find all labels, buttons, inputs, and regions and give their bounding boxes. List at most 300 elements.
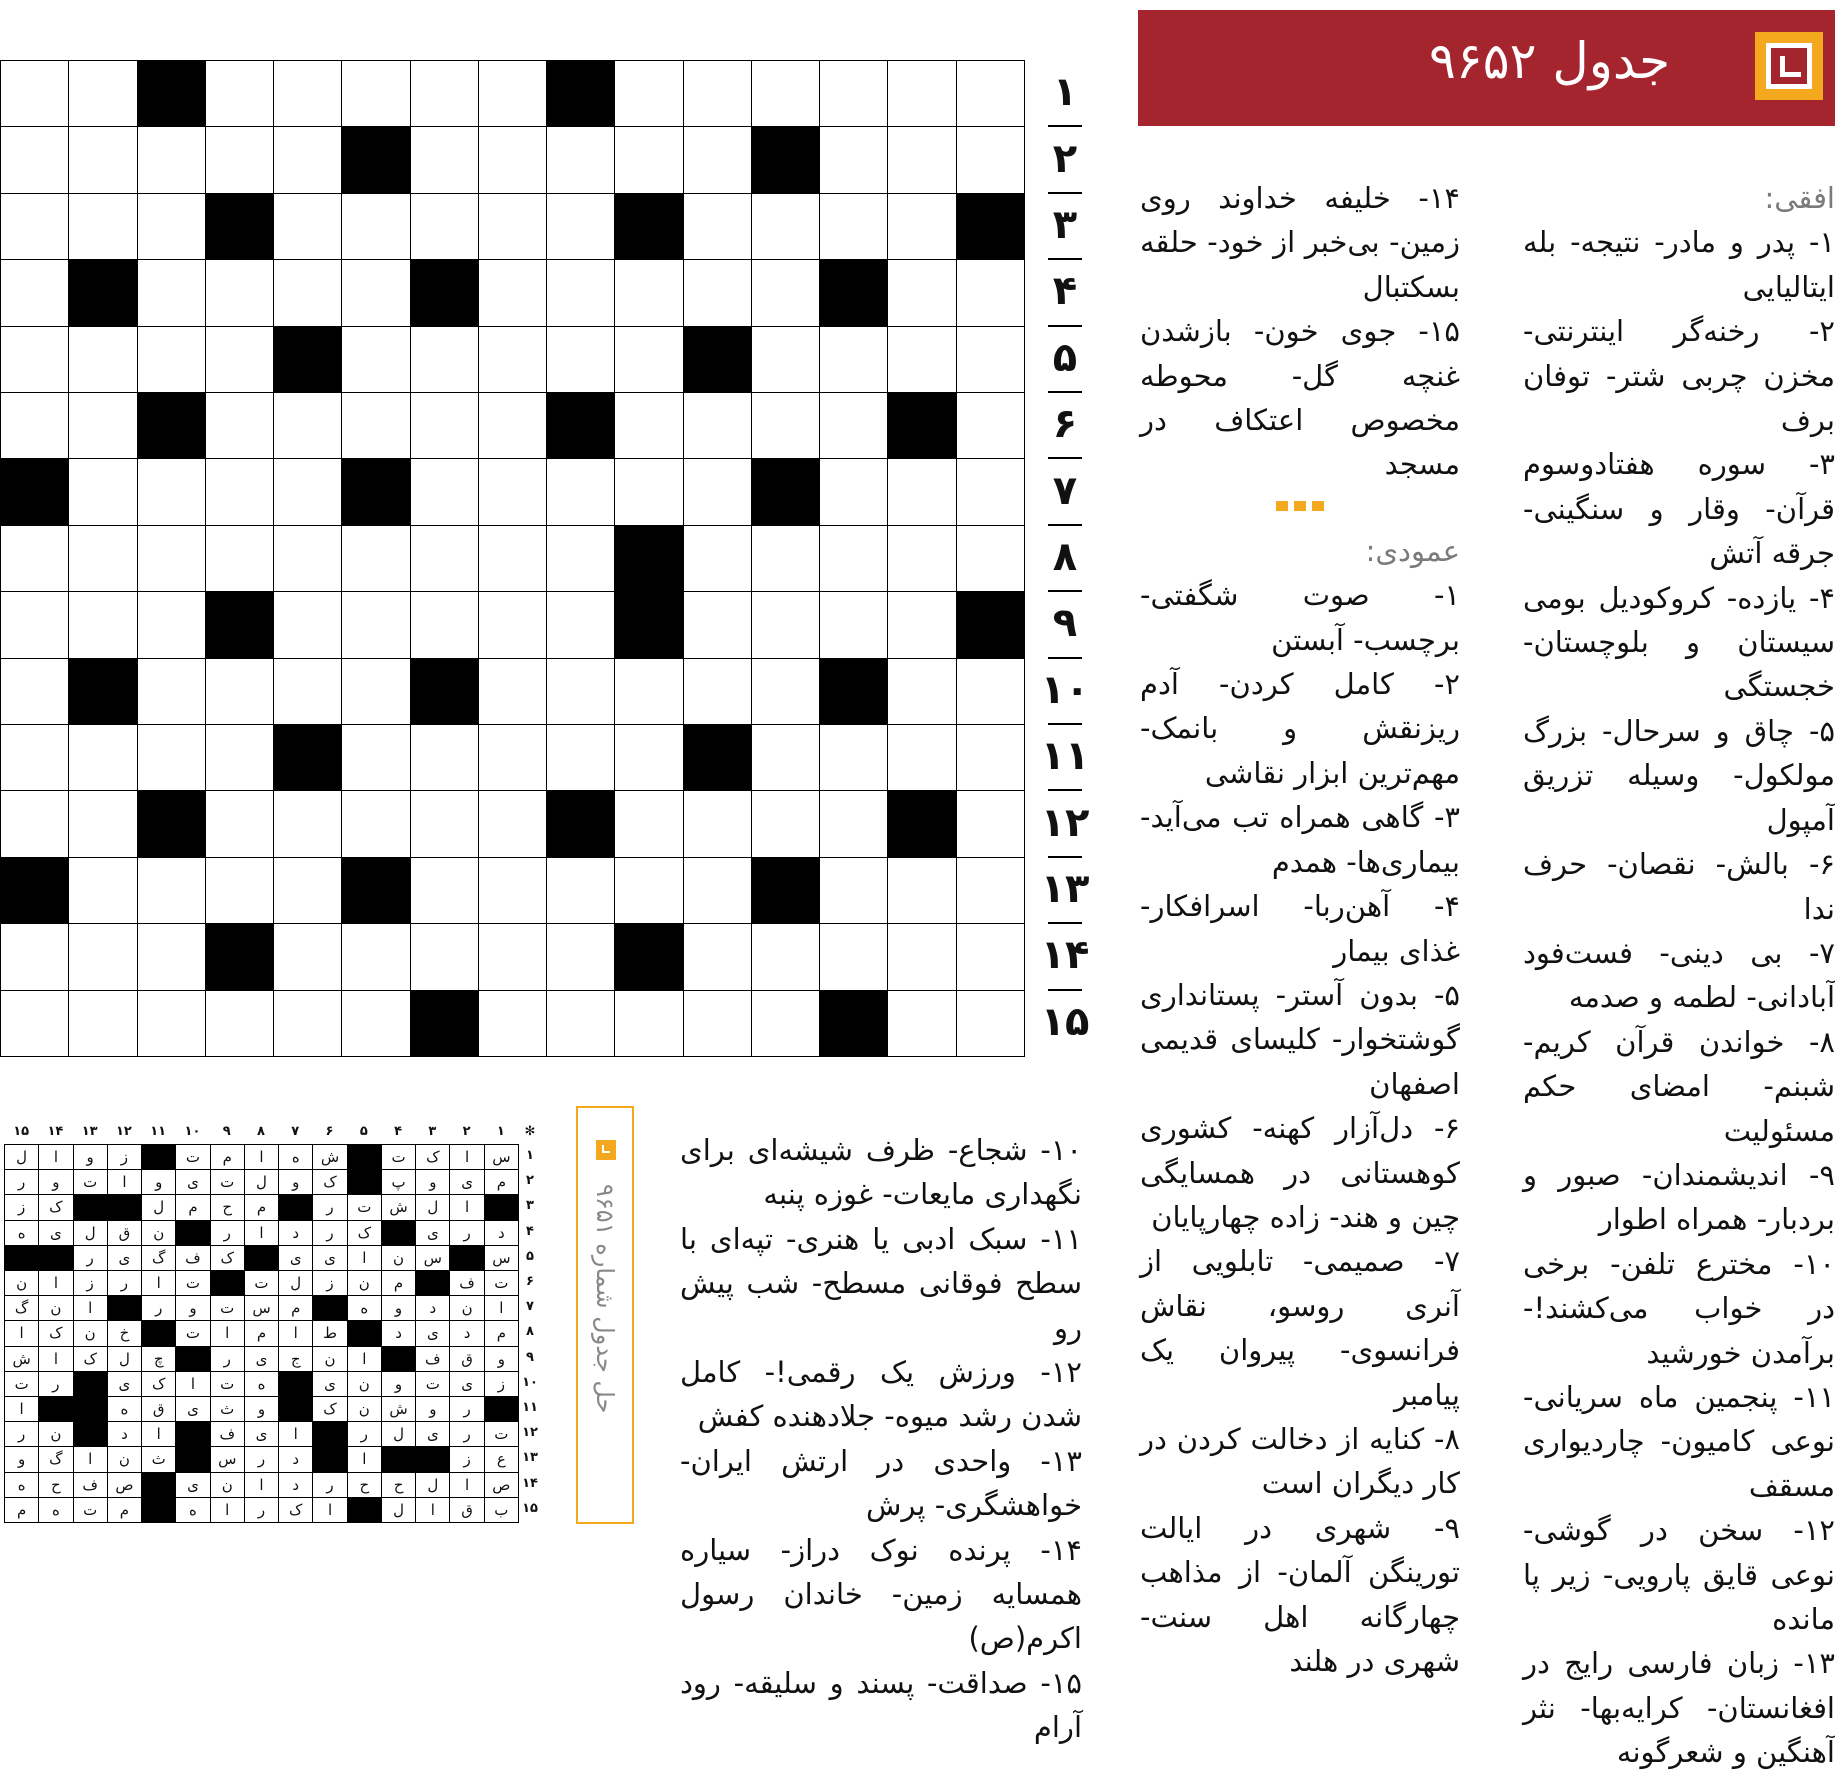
grid-cell[interactable] (137, 923, 206, 990)
grid-cell[interactable] (410, 591, 479, 658)
grid-cell[interactable] (273, 658, 342, 725)
grid-cell[interactable] (546, 458, 615, 525)
grid-cell[interactable] (410, 193, 479, 260)
grid-cell[interactable] (137, 591, 206, 658)
grid-cell[interactable] (614, 990, 683, 1057)
solution-cell: ع (484, 1446, 519, 1472)
solution-cell: ی (175, 1169, 210, 1195)
solution-black-cell (73, 1421, 108, 1447)
grid-cell[interactable] (478, 259, 547, 326)
solution-cell: ف (415, 1346, 450, 1372)
grid-cell[interactable] (273, 591, 342, 658)
grid-cell[interactable] (546, 990, 615, 1057)
grid-cell[interactable] (887, 458, 956, 525)
solution-cell: ت (347, 1194, 382, 1220)
grid-cell[interactable] (683, 591, 752, 658)
grid-cell[interactable] (68, 126, 137, 193)
grid-cell[interactable] (137, 458, 206, 525)
solution-cell: ت (73, 1497, 108, 1523)
row-number: ۱ (1052, 69, 1078, 116)
across-clue-5: ۵- چاق و سرحال- بزرگ مولکول- وسیله تزریق آمپول (1523, 713, 1835, 837)
grid-cell[interactable] (341, 60, 410, 127)
grid-cell[interactable] (478, 126, 547, 193)
grid-cell[interactable] (683, 259, 752, 326)
solution-cell: ک (312, 1396, 347, 1422)
row-number-divider (1048, 723, 1082, 725)
solution-cell: ک (415, 1144, 450, 1170)
grid-cell[interactable] (614, 458, 683, 525)
grid-cell[interactable] (887, 658, 956, 725)
across-clue-12: ۱۲- سخن در گوشی- نوعی قایق پارویی- زیر پا مانده (1523, 1513, 1835, 1636)
grid-cell[interactable] (546, 591, 615, 658)
solution-col-header: ۷ (291, 1124, 300, 1139)
grid-cell[interactable] (887, 923, 956, 990)
grid-cell[interactable] (68, 392, 137, 459)
grid-cell[interactable] (887, 60, 956, 127)
grid-cell[interactable] (614, 658, 683, 725)
solution-cell: و (381, 1371, 416, 1397)
grid-cell[interactable] (683, 60, 752, 127)
grid-cell[interactable] (478, 458, 547, 525)
grid-cell[interactable] (751, 193, 820, 260)
grid-cell[interactable] (751, 392, 820, 459)
row-number: ۱۳ (1040, 866, 1090, 912)
grid-cell[interactable] (341, 724, 410, 791)
grid-cell[interactable] (478, 923, 547, 990)
black-cell (546, 60, 615, 127)
solution-cell: و (38, 1169, 73, 1195)
grid-cell[interactable] (478, 193, 547, 260)
grid-cell[interactable] (956, 326, 1025, 393)
grid-cell[interactable] (614, 724, 683, 791)
row-number-divider (1048, 391, 1082, 393)
grid-cell[interactable] (546, 923, 615, 990)
solution-cell: ز (4, 1194, 39, 1220)
down-clue-3: ۳- گاهی همراه تب می‌آید- بیماری‌ها- همدم (1140, 800, 1460, 879)
solution-cell: ر (347, 1421, 382, 1447)
grid-cell[interactable] (273, 60, 342, 127)
solution-black-cell (484, 1194, 519, 1220)
solution-cell: ل (141, 1194, 176, 1220)
solution-cell: ا (278, 1320, 313, 1346)
grid-cell[interactable] (819, 525, 888, 592)
grid-cell[interactable] (887, 193, 956, 260)
solution-cell: و (415, 1169, 450, 1195)
grid-cell[interactable] (819, 591, 888, 658)
grid-cell[interactable] (683, 790, 752, 857)
grid-cell[interactable] (751, 658, 820, 725)
grid-cell[interactable] (0, 525, 69, 592)
grid-cell[interactable] (273, 525, 342, 592)
grid-cell[interactable] (683, 990, 752, 1057)
grid-cell[interactable] (819, 392, 888, 459)
grid-cell[interactable] (478, 525, 547, 592)
grid-cell[interactable] (683, 658, 752, 725)
grid-cell[interactable] (205, 392, 274, 459)
grid-cell[interactable] (0, 923, 69, 990)
grid-cell[interactable] (137, 724, 206, 791)
solution-cell: ل (381, 1421, 416, 1447)
grid-cell[interactable] (0, 658, 69, 725)
grid-cell[interactable] (205, 724, 274, 791)
grid-cell[interactable] (273, 857, 342, 924)
solution-col-header: ۸ (257, 1124, 265, 1139)
grid-cell[interactable] (956, 923, 1025, 990)
grid-cell[interactable] (410, 525, 479, 592)
grid-cell[interactable] (410, 458, 479, 525)
grid-cell[interactable] (751, 60, 820, 127)
solution-cell: ن (381, 1245, 416, 1271)
grid-cell[interactable] (546, 126, 615, 193)
grid-cell[interactable] (956, 126, 1025, 193)
solution-cell: ا (38, 1144, 73, 1170)
grid-cell[interactable] (341, 990, 410, 1057)
grid-cell[interactable] (819, 857, 888, 924)
grid-cell[interactable] (410, 857, 479, 924)
solution-black-cell (4, 1245, 39, 1271)
grid-cell[interactable] (683, 857, 752, 924)
grid-cell[interactable] (205, 326, 274, 393)
grid-cell[interactable] (341, 392, 410, 459)
grid-cell[interactable] (819, 193, 888, 260)
solution-cell: س (484, 1245, 519, 1271)
grid-cell[interactable] (137, 126, 206, 193)
grid-cell[interactable] (68, 990, 137, 1057)
grid-cell[interactable] (410, 126, 479, 193)
solution-cell: ی (312, 1245, 347, 1271)
solution-black-cell (73, 1194, 108, 1220)
black-cell (819, 259, 888, 326)
grid-cell[interactable] (478, 591, 547, 658)
solution-black-cell (312, 1421, 347, 1447)
grid-cell[interactable] (819, 60, 888, 127)
solution-cell: ک (141, 1371, 176, 1397)
grid-cell[interactable] (887, 326, 956, 393)
grid-cell[interactable] (0, 790, 69, 857)
grid-cell[interactable] (956, 525, 1025, 592)
grid-cell[interactable] (887, 259, 956, 326)
solution-cell: ه (4, 1472, 39, 1498)
grid-cell[interactable] (956, 458, 1025, 525)
corner-arrow-icon (1755, 32, 1823, 100)
grid-cell[interactable] (273, 923, 342, 990)
grid-cell[interactable] (341, 658, 410, 725)
solution-cell: د (107, 1421, 142, 1447)
solution-cell: ن (38, 1421, 73, 1447)
grid-cell[interactable] (0, 60, 69, 127)
grid-cell[interactable] (887, 724, 956, 791)
puzzle-header (1138, 10, 1835, 126)
grid-cell[interactable] (0, 326, 69, 393)
grid-cell[interactable] (887, 591, 956, 658)
grid-cell[interactable] (205, 857, 274, 924)
solution-cell: ک (347, 1220, 382, 1246)
grid-cell[interactable] (546, 259, 615, 326)
grid-cell[interactable] (751, 326, 820, 393)
black-cell (205, 923, 274, 990)
grid-cell[interactable] (137, 326, 206, 393)
grid-cell[interactable] (205, 60, 274, 127)
grid-cell[interactable] (0, 724, 69, 791)
grid-cell[interactable] (68, 724, 137, 791)
grid-cell[interactable] (956, 60, 1025, 127)
solution-cell: ن (4, 1270, 39, 1296)
black-cell (956, 591, 1025, 658)
solution-black-cell (347, 1169, 382, 1195)
solution-cell: م (484, 1169, 519, 1195)
grid-cell[interactable] (478, 857, 547, 924)
grid-cell[interactable] (887, 126, 956, 193)
grid-cell[interactable] (887, 525, 956, 592)
grid-cell[interactable] (751, 724, 820, 791)
grid-cell[interactable] (751, 591, 820, 658)
black-cell (341, 126, 410, 193)
solution-cell: ه (38, 1497, 73, 1523)
grid-cell[interactable] (614, 126, 683, 193)
grid-cell[interactable] (341, 193, 410, 260)
grid-cell[interactable] (956, 790, 1025, 857)
row-number: ۵ (1052, 334, 1078, 381)
solution-cell: س (210, 1446, 245, 1472)
grid-cell[interactable] (0, 259, 69, 326)
grid-cell[interactable] (614, 392, 683, 459)
grid-cell[interactable] (68, 458, 137, 525)
grid-cell[interactable] (341, 790, 410, 857)
grid-cell[interactable] (751, 990, 820, 1057)
solution-cell: ت (210, 1169, 245, 1195)
grid-cell[interactable] (546, 326, 615, 393)
solution-cell: ن (347, 1270, 382, 1296)
solution-black-cell (175, 1421, 210, 1447)
grid-cell[interactable] (683, 193, 752, 260)
grid-cell[interactable] (956, 990, 1025, 1057)
black-cell (137, 392, 206, 459)
across-clue-3: ۳- سوره هفتادوسوم قرآن- وقار و سنگینی- جرقه آتش (1523, 447, 1835, 571)
grid-cell[interactable] (341, 923, 410, 990)
grid-cell[interactable] (137, 990, 206, 1057)
grid-cell[interactable] (819, 126, 888, 193)
grid-cell[interactable] (478, 326, 547, 393)
grid-cell[interactable] (614, 259, 683, 326)
grid-cell[interactable] (137, 525, 206, 592)
row-number-divider (1048, 524, 1082, 526)
solution-black-cell (278, 1396, 313, 1422)
row-number-divider (1048, 457, 1082, 459)
grid-cell[interactable] (751, 923, 820, 990)
grid-cell[interactable] (205, 458, 274, 525)
grid-cell[interactable] (205, 658, 274, 725)
solution-cell: ا (4, 1396, 39, 1422)
solution-cell: س (484, 1144, 519, 1170)
solution-row-header: ۳ (526, 1198, 534, 1214)
grid-cell[interactable] (137, 193, 206, 260)
down-clue-8: ۸- کنایه از دخالت کردن در کار دیگران است (1140, 1421, 1460, 1501)
grid-cell[interactable] (68, 525, 137, 592)
grid-cell[interactable] (410, 790, 479, 857)
grid-cell[interactable] (887, 857, 956, 924)
grid-cell[interactable] (956, 392, 1025, 459)
grid-cell[interactable] (273, 193, 342, 260)
grid-cell[interactable] (410, 923, 479, 990)
grid-cell[interactable] (819, 458, 888, 525)
row-number: ۹ (1052, 600, 1078, 647)
solution-cell: ن (73, 1320, 108, 1346)
grid-cell[interactable] (751, 525, 820, 592)
row-number: ۸ (1052, 534, 1078, 580)
solution-cell: ک (278, 1497, 313, 1523)
grid-cell[interactable] (410, 724, 479, 791)
solution-col-header: ۱۴ (47, 1124, 64, 1139)
solution-col-header: ۱۰ (184, 1124, 201, 1139)
solution-cell: ش (312, 1144, 347, 1170)
grid-cell[interactable] (205, 525, 274, 592)
grid-cell[interactable] (68, 790, 137, 857)
grid-cell[interactable] (819, 923, 888, 990)
grid-cell[interactable] (137, 658, 206, 725)
grid-cell[interactable] (478, 60, 547, 127)
grid-cell[interactable] (546, 658, 615, 725)
solution-cell: ن (449, 1295, 484, 1321)
solution-cell: م (278, 1295, 313, 1321)
solution-cell: ب (484, 1497, 519, 1523)
solution-cell: ه (175, 1497, 210, 1523)
grid-cell[interactable] (137, 857, 206, 924)
grid-cell[interactable] (205, 126, 274, 193)
solution-cell: ی (415, 1421, 450, 1447)
grid-cell[interactable] (410, 60, 479, 127)
solution-cell: ی (244, 1421, 279, 1447)
solution-row-header: ۱۳ (522, 1450, 538, 1466)
solution-cell: ز (449, 1446, 484, 1472)
grid-cell[interactable] (751, 790, 820, 857)
grid-cell[interactable] (546, 193, 615, 260)
solution-col-header: ۱۲ (115, 1124, 132, 1139)
grid-cell[interactable] (68, 923, 137, 990)
grid-cell[interactable] (137, 259, 206, 326)
grid-cell[interactable] (410, 392, 479, 459)
crossword-grid[interactable] (0, 60, 1024, 1056)
grid-cell[interactable] (205, 990, 274, 1057)
grid-cell[interactable] (68, 60, 137, 127)
grid-cell[interactable] (273, 126, 342, 193)
grid-cell[interactable] (205, 259, 274, 326)
grid-cell[interactable] (956, 857, 1025, 924)
solution-black-cell (175, 1446, 210, 1472)
solution-row-header: ۴ (526, 1223, 534, 1239)
grid-cell[interactable] (683, 458, 752, 525)
solution-black-cell (244, 1245, 279, 1271)
grid-cell[interactable] (0, 392, 69, 459)
black-cell (0, 857, 69, 924)
grid-cell[interactable] (546, 724, 615, 791)
grid-cell[interactable] (478, 724, 547, 791)
grid-cell[interactable] (0, 193, 69, 260)
solution-cell: ا (278, 1421, 313, 1447)
solution-cell: ر (107, 1270, 142, 1296)
grid-cell[interactable] (956, 259, 1025, 326)
grid-cell[interactable] (614, 326, 683, 393)
grid-cell[interactable] (273, 259, 342, 326)
grid-cell[interactable] (205, 790, 274, 857)
grid-cell[interactable] (683, 392, 752, 459)
solution-black-cell (278, 1371, 313, 1397)
grid-cell[interactable] (887, 990, 956, 1057)
across-clue-1: ۱- پدر و مادر- نتیجه- بله ایتالیایی (1523, 225, 1835, 304)
solution-row-header: ۷ (526, 1299, 534, 1315)
grid-cell[interactable] (68, 326, 137, 393)
grid-cell[interactable] (410, 326, 479, 393)
solution-cell: ا (484, 1295, 519, 1321)
grid-cell[interactable] (341, 259, 410, 326)
down-clue-13: ۱۳- واحدی در ارتش ایران- خواهشگری- پرش (680, 1443, 1082, 1523)
grid-cell[interactable] (273, 458, 342, 525)
solution-row-header: ۵ (526, 1248, 534, 1264)
solution-cell: و (484, 1346, 519, 1372)
solution-cell: ق (107, 1220, 142, 1246)
grid-cell[interactable] (478, 392, 547, 459)
grid-cell[interactable] (273, 990, 342, 1057)
black-cell (614, 193, 683, 260)
across-clues-column (1523, 176, 1835, 1775)
grid-cell[interactable] (956, 724, 1025, 791)
row-number-divider (1048, 590, 1082, 592)
grid-cell[interactable] (68, 591, 137, 658)
grid-cell[interactable] (956, 658, 1025, 725)
grid-cell[interactable] (546, 525, 615, 592)
grid-cell[interactable] (819, 326, 888, 393)
grid-cell[interactable] (751, 259, 820, 326)
black-cell (410, 990, 479, 1057)
grid-cell[interactable] (273, 392, 342, 459)
down-clue-9: ۹- شهری در ایالت تورینگن آلمان- از مذاهب چهارگانه اهل سنت- شهری در هلند (1140, 1510, 1460, 1678)
grid-cell[interactable] (683, 525, 752, 592)
grid-cell[interactable] (614, 60, 683, 127)
grid-cell[interactable] (819, 790, 888, 857)
grid-cell[interactable] (341, 326, 410, 393)
grid-cell[interactable] (478, 990, 547, 1057)
across-clue-9: ۹- اندیشمندان- صبور و بردبار- همراه اطوار (1523, 1157, 1835, 1237)
row-number-divider (1048, 989, 1082, 991)
grid-cell[interactable] (614, 790, 683, 857)
grid-cell[interactable] (0, 591, 69, 658)
solution-cell: ر (312, 1472, 347, 1498)
solution-cell: گ (38, 1446, 73, 1472)
row-number: ۱۰ (1040, 666, 1090, 713)
grid-cell[interactable] (478, 790, 547, 857)
grid-cell[interactable] (68, 857, 137, 924)
solution-cell: و (244, 1396, 279, 1422)
grid-cell[interactable] (0, 990, 69, 1057)
solution-cell: د (278, 1220, 313, 1246)
solution-cell: ن (347, 1371, 382, 1397)
solution-grid (4, 1124, 542, 1520)
grid-cell[interactable] (273, 790, 342, 857)
solution-cell: ا (449, 1144, 484, 1170)
grid-cell[interactable] (341, 591, 410, 658)
grid-cell[interactable] (614, 857, 683, 924)
grid-cell[interactable] (683, 923, 752, 990)
grid-cell[interactable] (546, 857, 615, 924)
across-clue-10: ۱۰- مخترع تلفن- برخی در خواب می‌کشند!- برآمدن خورشید (1523, 1246, 1835, 1370)
grid-cell[interactable] (819, 724, 888, 791)
black-cell (205, 591, 274, 658)
grid-cell[interactable] (683, 126, 752, 193)
grid-cell[interactable] (68, 193, 137, 260)
grid-cell[interactable] (341, 525, 410, 592)
grid-cell[interactable] (478, 658, 547, 725)
grid-cell[interactable] (0, 126, 69, 193)
down-clue-15: ۱۵- صداقت- پسند و سلیقه- رود آرام (680, 1665, 1082, 1745)
